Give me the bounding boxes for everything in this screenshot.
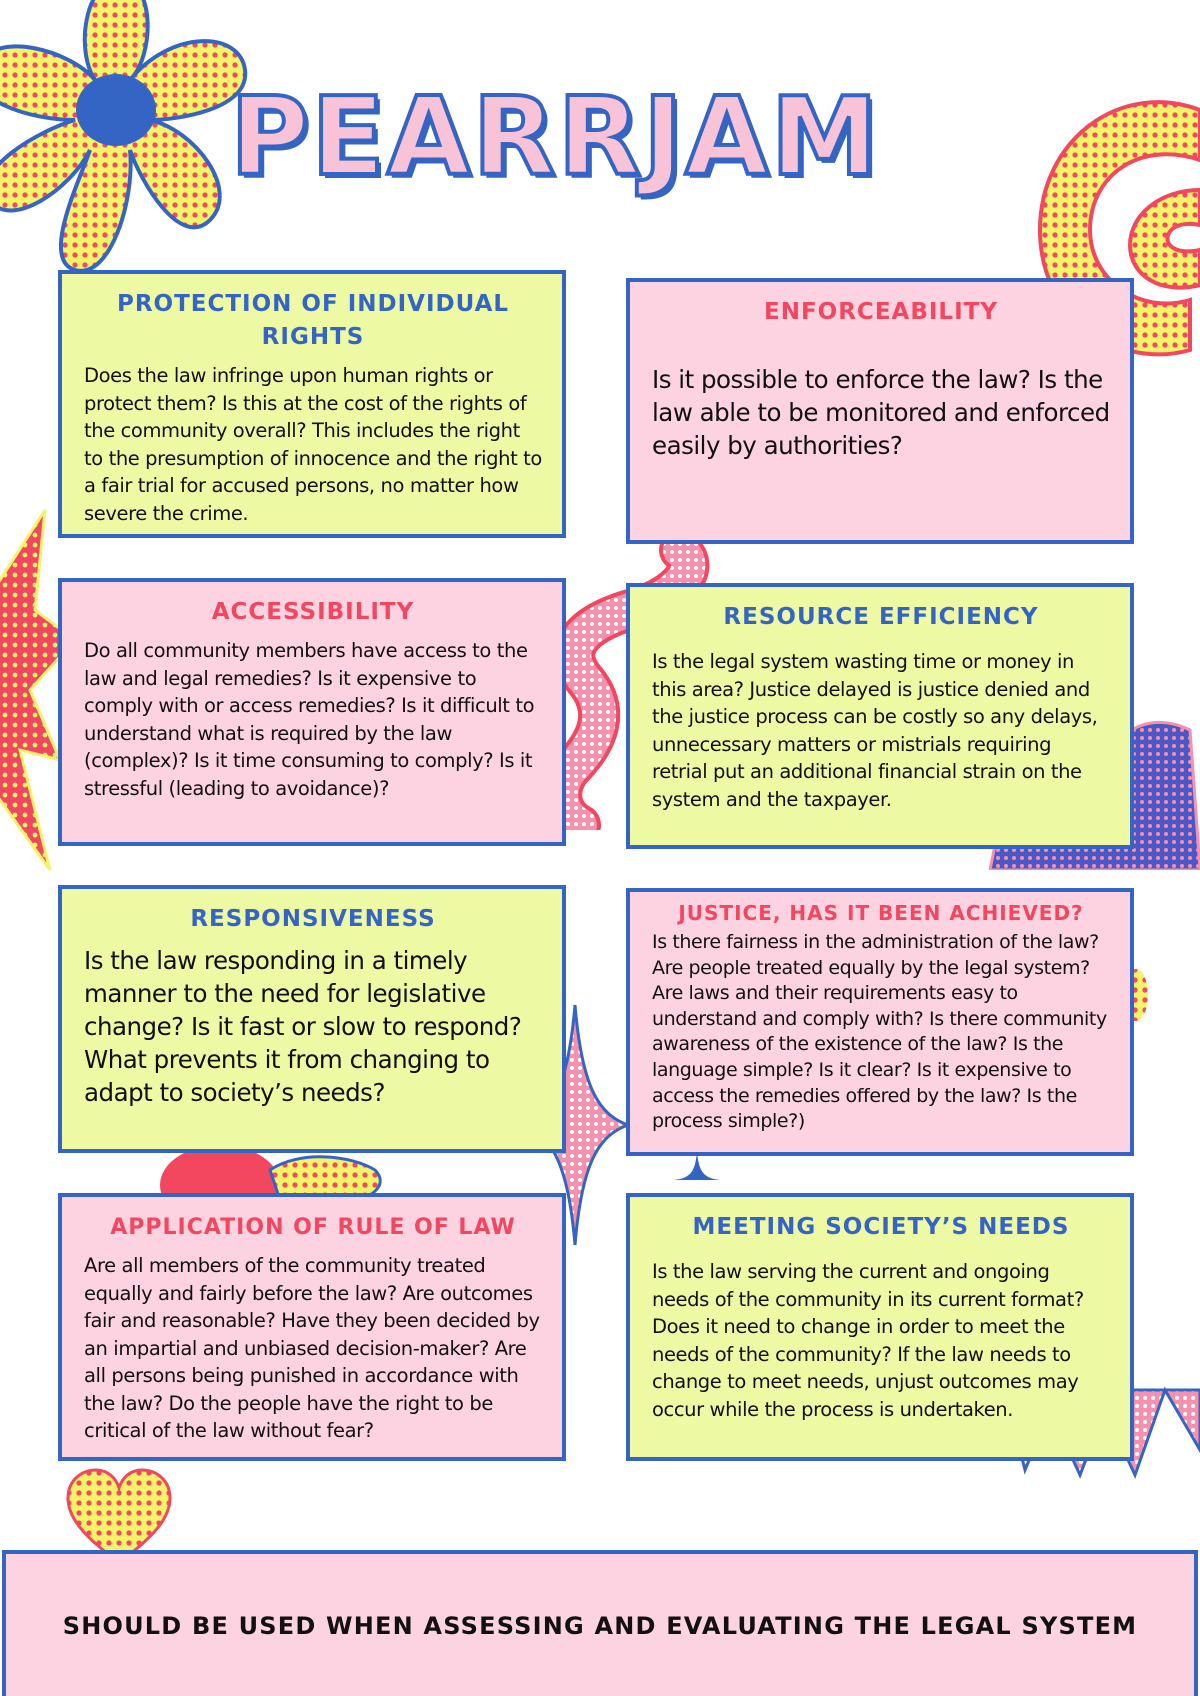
card-heading: ACCESSIBILITY: [211, 599, 415, 625]
card-heading: PROTECTION OF INDIVIDUAL RIGHTS: [116, 291, 510, 350]
card-body: Is it possible to enforce the law? Is the law able to be monitored and enforced easily by authorities?: [652, 365, 1110, 460]
card-accessibility: [58, 578, 566, 846]
card-heading: ENFORCEABILITY: [764, 299, 998, 325]
card-heading: RESPONSIVENESS: [190, 906, 436, 932]
card-heading: MEETING SOCIETY’S NEEDS: [692, 1214, 1070, 1240]
card-rule-of-law: [58, 1193, 566, 1461]
card-body: Is the legal system wasting time or money in this area? Justice delayed is justice denied and the justice process can be costly so any delays, unnecessary matters or mistrials requiring retrial put an additional financial strain on the system and the taxpayer.: [652, 650, 1098, 811]
page-title: PEARRJAM: [230, 75, 881, 200]
card-heading: RESOURCE EFFICIENCY: [723, 604, 1039, 630]
card-responsiveness: [58, 885, 566, 1153]
card-heading: JUSTICE, HAS IT BEEN ACHIEVED?: [678, 901, 1084, 925]
footer-banner: [2, 1550, 1198, 1696]
card-society-needs: [626, 1193, 1134, 1461]
card-body: Do all community members have access to the law and legal remedies? Is it expensive to comply with or access remedies? Is it difficult to understand what is required by the law (complex)? Is it time consuming to comply? Is it stressful (leading to avoidance)?: [84, 639, 535, 800]
card-justice: [626, 888, 1134, 1156]
card-individual-rights: [58, 270, 566, 538]
card-body: Are all members of the community treated equally and fairly before the law? Are outcomes fair and reasonable? Have they been decided by an impartial and unbiased decision-maker? Are all persons being punished in accordance with the law? Do the people have the right to be critical of the law without fear?: [84, 1254, 540, 1442]
footer-text: SHOULD BE USED WHEN ASSESSING AND EVALUATING THE LEGAL SYSTEM: [62, 1612, 1138, 1640]
card-body: Does the law infringe upon human rights or protect them? Is this at the cost of the rights of the community overall? This includes the right to the presumption of innocence and the right to a fair trial for accused persons, no matter how severe the crime.: [84, 364, 542, 525]
card-enforceability: [626, 278, 1134, 544]
card-resource-efficiency: [626, 583, 1134, 849]
card-heading: APPLICATION OF RULE OF LAW: [110, 1215, 516, 1240]
card-body: Is there fairness in the administration of the law? Are people treated equally by the legal system? Are laws and their requirements easy to understand and comply with? Is there community awareness of the existence of the law? Is the language simple? Is it clear? Is it expensive to access the remedies offered by the law? Is the process simple?): [652, 931, 1107, 1133]
card-body: Is the law responding in a timely manner to the need for legislative change? Is it fast or slow to respond? What prevents it from changing to adapt to society’s needs?: [84, 946, 522, 1107]
card-body: Is the law serving the current and ongoing needs of the community in its current format? Does it need to change in order to meet the needs of the community? If the law needs to change to meet needs, unjust outcomes may occur while the process is undertaken.: [652, 1260, 1084, 1421]
